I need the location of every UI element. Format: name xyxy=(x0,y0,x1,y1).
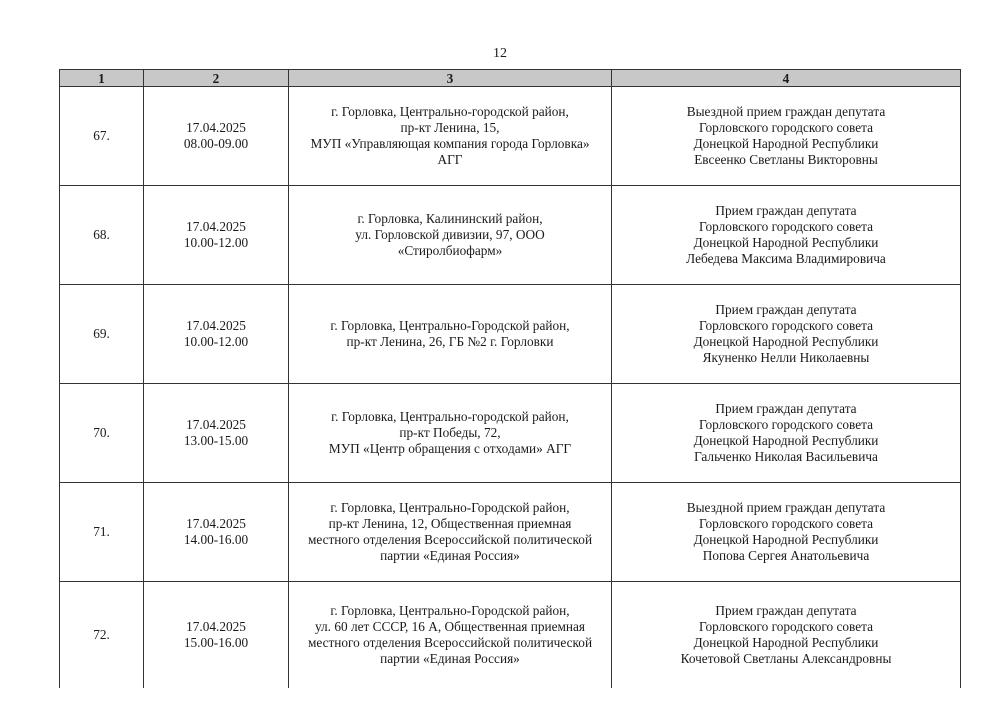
address-line: партии «Единая Россия» xyxy=(380,651,520,666)
row-number: 71. xyxy=(60,483,144,582)
event-line: Выездной прием граждан депутата xyxy=(686,500,886,515)
event-line: Горловского городского совета xyxy=(699,318,873,333)
time-text: 10.00-12.00 xyxy=(183,334,249,349)
address-line: местного отделения Всероссийской политической xyxy=(307,532,593,547)
event-line: Горловского городского совета xyxy=(699,219,873,234)
address-line: ул. Горловской дивизии, 97, ООО xyxy=(355,227,545,242)
address-cell xyxy=(289,582,612,689)
event-line: Донецкой Народной Республики xyxy=(693,433,879,448)
date-text: 17.04.2025 xyxy=(186,219,246,234)
date-text: 17.04.2025 xyxy=(186,120,246,135)
address-line: г. Горловка, Центрально-Городской район, xyxy=(330,318,570,333)
event-line: Донецкой Народной Республики xyxy=(693,532,879,547)
address-line: г. Горловка, Калининский район, xyxy=(357,211,543,226)
event-line: Донецкой Народной Республики xyxy=(693,136,879,151)
address-line: г. Горловка, Центрально-Городской район, xyxy=(330,603,570,618)
row-number: 70. xyxy=(60,384,144,483)
column-header-3: 3 xyxy=(289,70,612,87)
address-line: местного отделения Всероссийской политической xyxy=(307,635,593,650)
address-line: партии «Единая Россия» xyxy=(380,548,520,563)
event-line: Евсеенко Светланы Викторовны xyxy=(694,152,878,167)
address-line: пр-кт Победы, 72, xyxy=(399,425,501,440)
row-number: 72. xyxy=(60,582,144,689)
address-line: ул. 60 лет СССР, 16 А, Общественная приемная xyxy=(314,619,586,634)
datetime-cell xyxy=(144,285,289,384)
event-line: Гальченко Николая Васильевича xyxy=(694,449,878,464)
address-line: МУП «Центр обращения с отходами» АГГ xyxy=(328,441,572,456)
event-cell xyxy=(612,483,961,582)
event-line: Прием граждан депутата xyxy=(715,401,857,416)
address-cell xyxy=(289,285,612,384)
page-number: 12 xyxy=(493,46,507,61)
address-cell xyxy=(289,483,612,582)
table-row xyxy=(60,285,961,384)
time-text: 14.00-16.00 xyxy=(183,532,249,547)
schedule-table xyxy=(59,69,961,688)
event-line: Прием граждан депутата xyxy=(715,603,857,618)
address-cell xyxy=(289,384,612,483)
event-cell xyxy=(612,384,961,483)
event-line: Якуненко Нелли Николаевны xyxy=(702,350,870,365)
time-text: 08.00-09.00 xyxy=(183,136,249,151)
address-line: г. Горловка, Центрально-Городской район, xyxy=(330,500,570,515)
event-line: Донецкой Народной Республики xyxy=(693,235,879,250)
datetime-cell xyxy=(144,483,289,582)
table-row xyxy=(60,582,961,689)
event-line: Прием граждан депутата xyxy=(715,203,857,218)
datetime-cell xyxy=(144,582,289,689)
datetime-cell xyxy=(144,87,289,186)
column-header-2: 2 xyxy=(144,70,289,87)
row-number: 69. xyxy=(60,285,144,384)
date-text: 17.04.2025 xyxy=(186,619,246,634)
address-line: АГГ xyxy=(437,152,463,167)
date-text: 17.04.2025 xyxy=(186,318,246,333)
event-line: Горловского городского совета xyxy=(699,619,873,634)
address-line: пр-кт Ленина, 15, xyxy=(400,120,500,135)
column-header-1: 1 xyxy=(60,70,144,87)
address-line: пр-кт Ленина, 26, ГБ №2 г. Горловки xyxy=(346,334,554,349)
event-line: Донецкой Народной Республики xyxy=(693,334,879,349)
table-row xyxy=(60,384,961,483)
event-line: Прием граждан депутата xyxy=(715,302,857,317)
event-cell xyxy=(612,87,961,186)
event-line: Кочетовой Светланы Александровны xyxy=(680,651,892,666)
datetime-cell xyxy=(144,384,289,483)
header-row xyxy=(60,70,961,87)
date-text: 17.04.2025 xyxy=(186,516,246,531)
event-cell xyxy=(612,186,961,285)
datetime-cell xyxy=(144,186,289,285)
event-line: Выездной прием граждан депутата xyxy=(686,104,886,119)
address-line: г. Горловка, Центрально-городской район, xyxy=(331,409,569,424)
row-number: 67. xyxy=(60,87,144,186)
date-text: 17.04.2025 xyxy=(186,417,246,432)
event-cell xyxy=(612,582,961,689)
table-row xyxy=(60,483,961,582)
address-line: МУП «Управляющая компания города Горловка» xyxy=(310,136,590,151)
table-row xyxy=(60,87,961,186)
row-number: 68. xyxy=(60,186,144,285)
event-line: Горловского городского совета xyxy=(699,417,873,432)
time-text: 10.00-12.00 xyxy=(183,235,249,250)
address-cell xyxy=(289,186,612,285)
column-header-4: 4 xyxy=(612,70,961,87)
address-line: пр-кт Ленина, 12, Общественная приемная xyxy=(328,516,572,531)
event-line: Попова Сергея Анатольевича xyxy=(702,548,870,563)
event-line: Лебедева Максима Владимировича xyxy=(686,251,886,266)
event-line: Донецкой Народной Республики xyxy=(693,635,879,650)
event-cell xyxy=(612,285,961,384)
table-row xyxy=(60,186,961,285)
address-line: г. Горловка, Центрально-городской район, xyxy=(331,104,569,119)
address-line: «Стиролбиофарм» xyxy=(397,243,503,258)
time-text: 13.00-15.00 xyxy=(183,433,249,448)
time-text: 15.00-16.00 xyxy=(183,635,249,650)
event-line: Горловского городского совета xyxy=(699,120,873,135)
address-cell xyxy=(289,87,612,186)
event-line: Горловского городского совета xyxy=(699,516,873,531)
